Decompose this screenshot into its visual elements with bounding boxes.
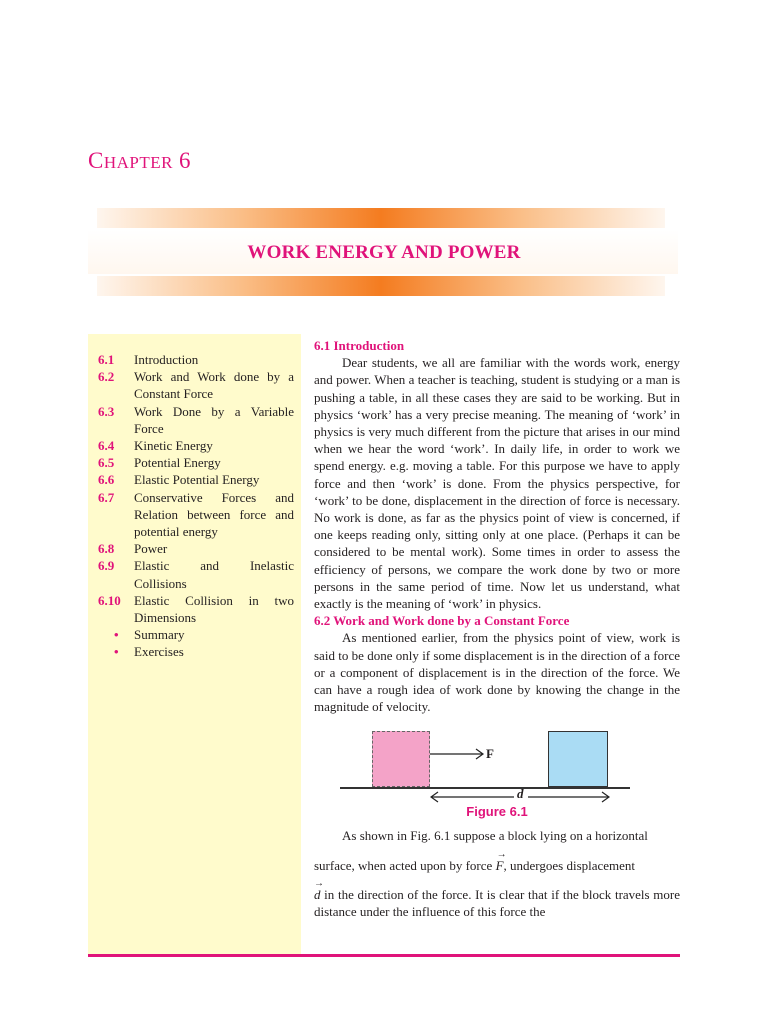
toc-item[interactable]: 6.3 Work Done by a Variable Force: [98, 403, 294, 436]
force-vector-symbol: → F: [495, 848, 507, 873]
toc-item[interactable]: • Summary: [114, 627, 185, 643]
toc-item[interactable]: 6.10 Elastic Collision in two Dimensions: [98, 592, 294, 626]
title-band-top: [97, 208, 665, 228]
toc-item[interactable]: 6.1 Introduction: [98, 352, 199, 367]
toc-item[interactable]: 6.9 Elastic and Inelastic Collisions: [98, 558, 294, 591]
figure-6-1: [314, 725, 680, 823]
block-final-position: [548, 731, 608, 787]
table-of-contents: [98, 351, 294, 661]
toc-item[interactable]: • Exercises: [114, 644, 184, 660]
chapter-heading: CHAPTER 6: [88, 148, 191, 173]
bottom-rule: [88, 954, 680, 957]
section-heading-intro: 6.1 Introduction: [314, 338, 405, 353]
toc-item[interactable]: 6.7 Conservative Forces and Relation between force and potential energy: [98, 489, 294, 540]
figure-caption: Figure 6.1: [466, 804, 528, 820]
after-figure-line3: → d in the direction of the force. It is clear that if the block travels more distance under the influence of this force the: [314, 877, 680, 920]
after-figure-line2: surface, when acted upon by force → F, undergoes displacement: [314, 848, 636, 873]
main-content: [314, 337, 680, 920]
force-arrow-icon: [430, 747, 490, 761]
toc-item[interactable]: 6.6 Elastic Potential Energy: [98, 472, 260, 488]
section-heading-constant-force: 6.2 Work and Work done by a Constant Force: [314, 613, 570, 629]
toc-item[interactable]: 6.8 Power: [98, 541, 168, 557]
toc-item[interactable]: 6.2 Work and Work done by a Constant Force: [98, 369, 294, 402]
horizontal-surface: [340, 787, 630, 789]
block-initial-position: [372, 731, 430, 787]
toc-item[interactable]: 6.5 Potential Energy: [98, 455, 221, 471]
constant-force-paragraph: As mentioned earlier, from the physics point of view, work is said to be done only if some displacement is in the direction of a force or a component of displacement is in the direction of the force. We can have a rough idea of work done by knowing the change in the magnitude of velocity.: [314, 630, 680, 715]
force-label: F: [486, 746, 494, 762]
chapter-title: WORK ENERGY AND POWER: [247, 242, 521, 263]
title-band-bottom: [97, 276, 665, 296]
displacement-vector-symbol: → d: [314, 877, 324, 902]
intro-paragraph: Dear students, we all are familiar with the words work, energy and power. When a teacher is teaching, student is studying or a man is pushing a table, in all these cases they are said to be working. But in physics ‘work’ has a very precise meaning. The meaning of ‘work’ in physics is very much different from the picture that arises in our mind when we hear the word ‘work’. In daily life, in order to work we spend energy. e.g. moving a table. For this purpose we have to apply force and then ‘work’ is done. From the physics perspective, for ‘work’ to be done, displacement in the direction of force is necessary. No work is done, as far as the physics point of view is concerned, if one keeps reading only, sitting only at one place. (Perhaps it can be considered to be mental work). Some times in order to assess the efficiency of persons, we compare the work done by two or more persons in the same period of time. Now let us understand, what exactly is the meaning of ‘work’ in physics.: [314, 355, 680, 612]
toc-item[interactable]: 6.4 Kinetic Energy: [98, 438, 213, 454]
displacement-label: d: [517, 786, 524, 802]
after-figure-line1: As shown in Fig. 6.1 suppose a block lying on a horizontal: [342, 828, 648, 844]
